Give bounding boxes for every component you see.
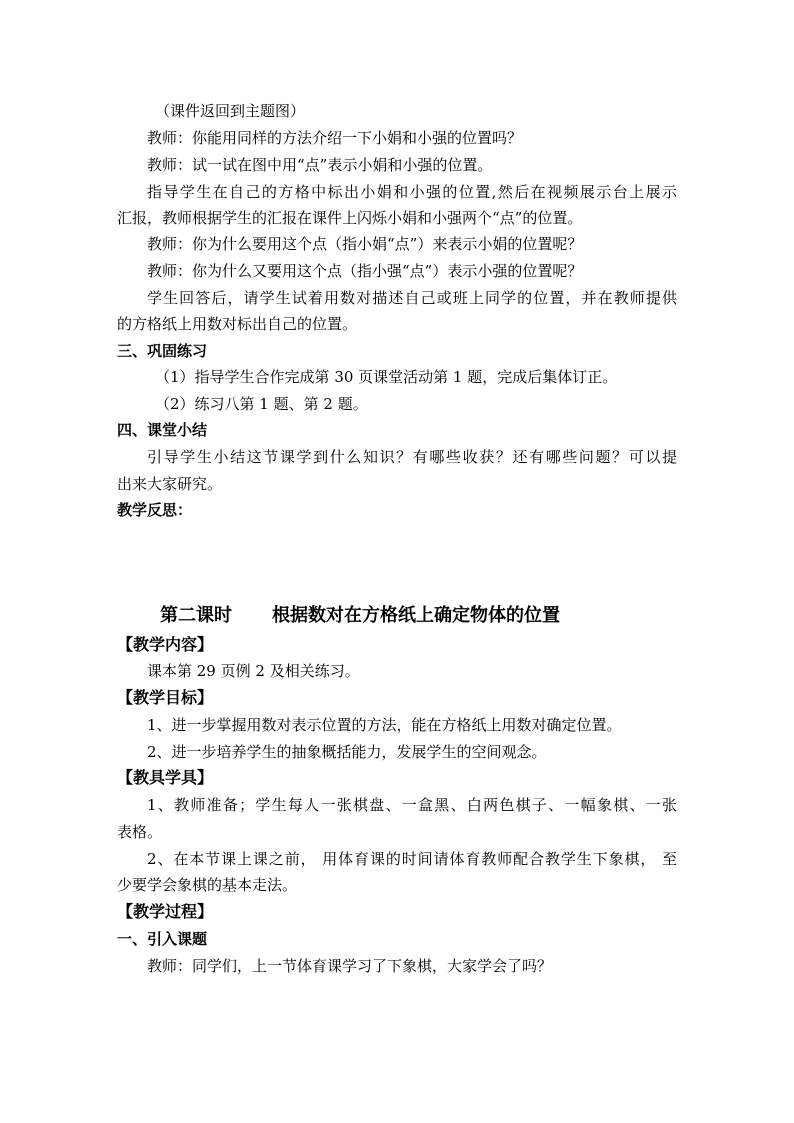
paragraph-line: 的方格纸上用数对标出自己的位置。	[117, 315, 358, 333]
reflection-heading: 教学反思：	[117, 501, 193, 519]
section-heading: 三、巩固练习	[117, 342, 208, 360]
paragraph-line: （课件返回到主题图）	[155, 102, 306, 120]
section-heading: 一、引入课题	[117, 930, 208, 948]
paragraph-line: 少要学会象棋的基本走法。	[117, 876, 298, 894]
paragraph-line: 表格。	[117, 823, 163, 841]
paragraph-line: 1、教师准备；学生每人一张棋盘、一盒黑、白两色棋子、一幅象棋、一张	[147, 796, 677, 814]
paragraph-line: 引导学生小结这节课学到什么知识？有哪些收获？还有哪些问题？可以提	[147, 448, 677, 466]
section-heading: 四、课堂小结	[117, 421, 208, 439]
paragraph-line: 教师：你能用同样的方法介绍一下小娟和小强的位置吗？	[147, 129, 523, 147]
section-heading: 【教学过程】	[117, 902, 214, 921]
paragraph-line: 教师：你为什么要用这个点（指小娟“点”）来表示小娟的位置呢？	[147, 235, 583, 253]
paragraph-line: 指导学生在自己的方格中标出小娟和小强的位置,然后在视频展示台上展示	[147, 183, 677, 201]
lesson-number: 第二课时	[160, 605, 232, 626]
paragraph-line: 教师：同学们，上一节体育课学习了下象棋，大家学会了吗？	[147, 957, 553, 975]
paragraph-line: 教师：试一试在图中用“点”表示小娟和小强的位置。	[147, 156, 493, 174]
lesson-topic: 根据数对在方格纸上确定物体的位置	[272, 605, 560, 626]
section-heading: 【教学内容】	[117, 635, 214, 654]
paragraph-line: （2）练习八第 1 题、第 2 题。	[155, 395, 368, 413]
paragraph-line: 1、进一步掌握用数对表示位置的方法，能在方格纸上用数对确定位置。	[147, 716, 622, 734]
paragraph-line: （1）指导学生合作完成第 30 页课堂活动第 1 题，完成后集体订正。	[155, 368, 618, 386]
paragraph-line: 课本第 29 页例 2 及相关练习。	[147, 662, 360, 680]
paragraph-line: 2、在本节课上课之前， 用体育课的时间请体育教师配合教学生下象棋， 至	[147, 850, 677, 868]
paragraph-line: 教师：你为什么又要用这个点（指小强“点”）表示小强的位置呢？	[147, 262, 583, 280]
section-heading: 【教具学具】	[117, 768, 214, 787]
paragraph-line: 出来大家研究。	[117, 475, 223, 493]
paragraph-line: 汇报，教师根据学生的汇报在课件上闪烁小娟和小强两个“点”的位置。	[117, 209, 583, 227]
paragraph-line: 学生回答后，请学生试着用数对描述自己或班上同学的位置，并在教师提供	[147, 289, 677, 307]
paragraph-line: 2、进一步培养学生的抽象概括能力，发展学生的空间观念。	[147, 743, 547, 761]
lesson-title	[160, 604, 560, 628]
section-heading: 【教学目标】	[117, 688, 214, 707]
